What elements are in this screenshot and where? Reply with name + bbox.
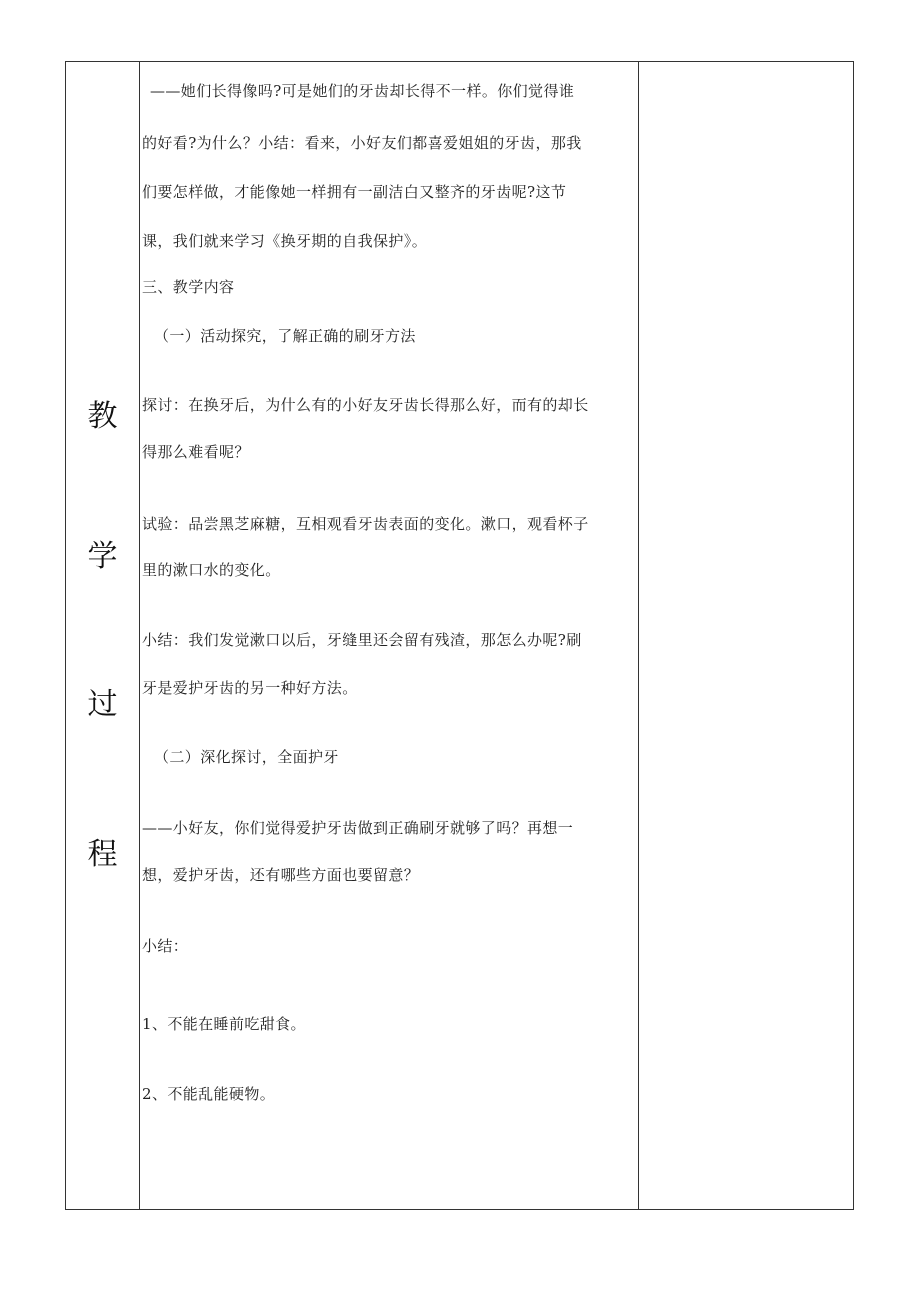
content-line: ——她们长得像吗?可是她们的牙齿却长得不一样。你们觉得谁 <box>150 82 575 100</box>
content-line: 课，我们就来学习《换牙期的自我保护》。 <box>142 232 428 250</box>
lesson-plan-table <box>65 61 854 1210</box>
content-line: 们要怎样做，才能像她一样拥有一副洁白又整齐的牙齿呢?这节 <box>142 183 567 201</box>
content-line: 三、教学内容 <box>142 278 235 296</box>
notes-cell <box>639 62 853 1209</box>
content-line: 试验：品尝黑芝麻糖，互相观看牙齿表面的变化。漱口，观看杯子 <box>142 515 589 533</box>
content-line: 里的漱口水的变化。 <box>142 561 281 579</box>
content-line: 2、不能乱能硬物。 <box>142 1085 276 1103</box>
section-label-char: 学 <box>87 539 118 574</box>
content-line: 的好看?为什么？小结：看来，小好友们都喜爱姐姐的牙齿，那我 <box>142 134 582 152</box>
content-line: （一）活动探究，了解正确的刷牙方法 <box>154 327 416 345</box>
section-label-char: 教 <box>87 399 118 434</box>
content-line: 探讨：在换牙后，为什么有的小好友牙齿长得那么好，而有的却长 <box>142 396 589 414</box>
content-line: 小结： <box>142 937 189 955</box>
content-line: 牙是爱护牙齿的另一种好方法。 <box>142 679 358 697</box>
content-line: （二）深化探讨，全面护牙 <box>154 748 339 766</box>
content-line: 小结：我们发觉漱口以后，牙缝里还会留有残渣，那怎么办呢?刷 <box>142 631 582 649</box>
content-line: 想，爱护牙齿，还有哪些方面也要留意？ <box>142 866 420 884</box>
teaching-content-cell <box>140 62 637 1209</box>
content-line: ——小好友，你们觉得爱护牙齿做到正确刷牙就够了吗？再想一 <box>142 819 574 837</box>
content-line: 1、不能在睡前吃甜食。 <box>142 1015 306 1033</box>
section-label-char: 程 <box>87 837 118 872</box>
content-line: 得那么难看呢？ <box>142 443 250 461</box>
section-label-char: 过 <box>87 687 118 722</box>
section-label-cell <box>66 62 139 1209</box>
